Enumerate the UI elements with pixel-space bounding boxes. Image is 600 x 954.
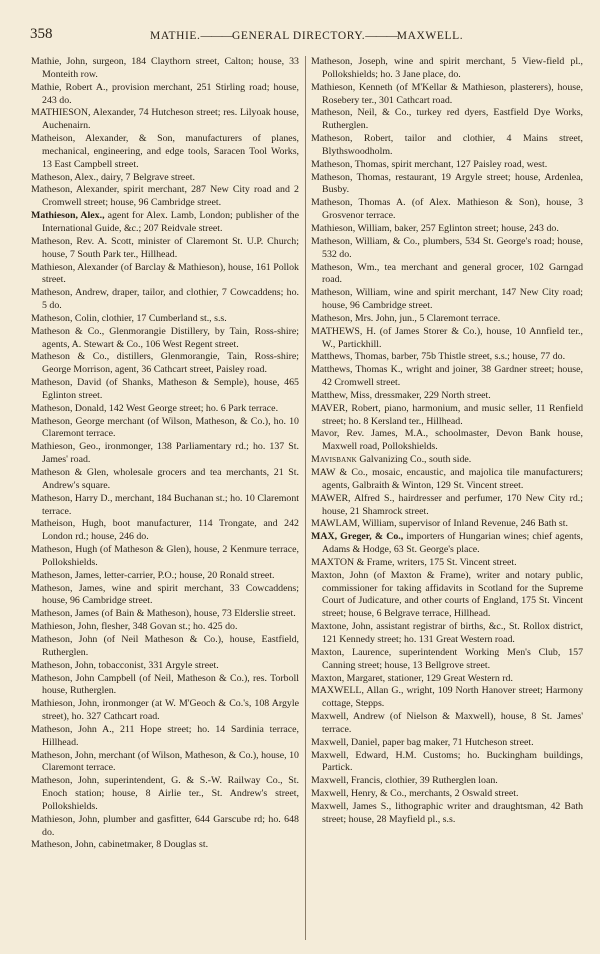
directory-entry <box>311 107 583 133</box>
directory-entry <box>31 172 299 185</box>
entry-details: boot manufacturer, 114 Trongate, and 242 London rd.; house, 246 do. <box>42 518 299 543</box>
page-number: 358 <box>30 26 53 42</box>
entry-name: Matheson, Wm., <box>311 261 380 273</box>
entry-details: surgeon, 184 Claythorn street, Calton; house, 33 Monteith row. <box>42 56 299 80</box>
entry-details: wine and spirit merchant, 147 New City road; house, 96 Cambridge street. <box>322 287 584 312</box>
entry-details: (of Maxton & Frame), writer and notary public, commissioner for taking affidavits in Scotland for the Supreme Court of Judicature, and other courts of England, 175 St. Vincent street; house, 6 Belgrave terrace, Hillhead. <box>322 569 584 620</box>
directory-entry <box>31 814 299 840</box>
entry-name: Mathieson, John, <box>31 698 100 710</box>
directory-entry <box>31 583 299 609</box>
directory-entry <box>31 56 299 82</box>
entry-name: Matheson, John A., <box>31 723 115 735</box>
entry-details: tailor and clothier, 4 Mains street, Blythswoodholm. <box>322 133 584 157</box>
directory-entry <box>31 262 299 288</box>
directory-entry <box>311 223 583 236</box>
entry-details: merchant, 184 Buchanan st.; ho. 10 Claremont terrace. <box>42 492 300 517</box>
running-head-center: GENERAL DIRECTORY. <box>232 30 366 42</box>
page-header <box>0 0 600 56</box>
entry-details: merchants, 2 Oswald street. <box>409 788 519 800</box>
directory-entry <box>31 377 299 403</box>
directory-entry <box>31 441 299 467</box>
entry-details: writers, 175 St. Vincent street. <box>396 556 517 568</box>
entry-name: Matheson, James <box>31 608 100 620</box>
entry-name: Maxwell, Andrew <box>311 711 385 723</box>
entry-name: Matheson, Thomas, <box>311 158 389 170</box>
entry-details: (of Neil Matheson & Co.), house, Eastfield, Rutherglen. <box>42 633 300 658</box>
directory-entry <box>311 570 583 621</box>
directory-entry <box>311 428 583 454</box>
entry-name: Matheson, John <box>31 633 98 645</box>
directory-entry <box>31 775 299 814</box>
entry-details: assistant registrar of births, &c., St. Rollox district, 121 Kennedy street; ho. 131 Great Western road. <box>322 621 583 645</box>
entry-name: Matheson, Neil, & Co., <box>311 107 412 119</box>
entry-name: Matheison, Alexander, & Son, <box>31 133 175 145</box>
directory-entry <box>311 82 583 108</box>
entry-name: Matthews, Thomas K., <box>311 364 403 376</box>
entry-name: Matheson, Rev. A. Scott, <box>31 235 134 247</box>
entry-details: letter-carrier, P.O.; house, 20 Ronald street. <box>103 569 275 581</box>
left-column <box>31 56 299 852</box>
entry-details: manufacturers of planes, mechanical, engineering, and edge tools, Saracen Tool Works, 13 East Campbell street. <box>42 133 300 170</box>
entry-details: importers of Hungarian wines; chief agents, Adams & Hodge, 63 St. George's place. <box>322 531 583 556</box>
directory-entry <box>31 621 299 634</box>
directory-entry <box>311 621 583 647</box>
directory-entry <box>31 608 299 621</box>
column-divider <box>305 56 306 940</box>
entry-name: MAVER, Robert, <box>311 402 381 414</box>
entry-name: Mathieson, Kenneth <box>311 81 393 93</box>
entry-details: restaurant, 19 Argyle street; house, Ardenlea, Busby. <box>322 171 584 196</box>
entry-details: flesher, 348 Govan st.; ho. 425 do. <box>101 621 238 633</box>
directory-entry <box>31 750 299 776</box>
entry-name: Matheson, John, <box>31 749 97 761</box>
entry-details: paper bag maker, 71 Hutcheson street. <box>382 736 534 748</box>
directory-entry <box>311 403 583 429</box>
directory-entry <box>31 210 299 236</box>
directory-entry <box>311 351 583 364</box>
entry-details: (of Nielson & Maxwell), house, 8 St. James' terrace. <box>322 711 584 735</box>
entry-details: Glenmorangie Distillery, by Tain, Ross-shire; agents, A. Stewart & Co., 106 West Regent street. <box>42 325 300 350</box>
entry-details: H.M. Customs; ho. Buckingham buildings, Partick. <box>322 749 583 774</box>
directory-entry <box>31 724 299 750</box>
directory-entry <box>311 531 583 557</box>
directory-entry <box>31 184 299 210</box>
entry-name: Matheson, Thomas A. <box>311 197 406 209</box>
entry-details: (of Bain & Matheson), house, 73 Elderslie street. <box>101 608 296 620</box>
entry-details: minister of Claremont St. U.P. Church; house, 7 South Park ter., Hillhead. <box>42 235 299 260</box>
entry-details: ironmonger, 138 Parliamentary rd.; ho. 137 St. James' road. <box>42 441 299 466</box>
entry-name: Matheson, Colin, <box>31 312 100 324</box>
directory-entry <box>311 801 583 827</box>
entry-details: Galvanizing Co., south side. <box>359 454 472 466</box>
entry-details: mosaic, encaustic, and majolica tile manufacturers; agents, Galbraith & Winton, 129 St. Vincent street. <box>322 467 583 491</box>
right-column <box>311 56 583 827</box>
directory-entry <box>311 775 583 788</box>
directory-entry <box>311 326 583 352</box>
directory-entry <box>31 416 299 442</box>
entry-details: plumber and gasfitter, 644 Garscube rd; ho. 648 do. <box>42 813 299 838</box>
entry-details: merchant (of Wilson, Matheson, & Co.), house, 10 Claremont terrace. <box>42 749 299 774</box>
entry-name: Matheison, Hugh, <box>31 518 107 530</box>
entry-details: (of Shanks, Matheson & Semple), house, 465 Eglinton street. <box>42 377 299 401</box>
entry-details: distillers, Glenmorangie, Tain, Ross-shire; George Morrison, agent, 36 Cathcart street, Paisley road. <box>42 351 300 376</box>
entry-details: wine and spirit merchant, 33 Cowcaddens; house, 96 Cambridge street. <box>42 582 299 607</box>
entry-name: MAWER, Alfred S., <box>311 492 395 504</box>
entry-name: Matheson, Harry D., <box>31 492 113 504</box>
entry-details: plumbers, 534 St. George's road; house, 532 do. <box>322 235 583 260</box>
entry-name: MATHIESON, Alexander, <box>31 107 136 119</box>
entry-name: Matheson & Co., <box>31 325 105 337</box>
entry-name: Matheson, Alexander, <box>31 184 120 196</box>
entry-name: Matheson, Joseph, <box>311 56 388 67</box>
directory-entry <box>31 326 299 352</box>
entry-details: dressmaker, 229 North street. <box>374 389 491 401</box>
directory-entry <box>311 56 583 82</box>
entry-details: (of Barclay & Mathieson), house, 161 Pollok street. <box>42 261 299 286</box>
entry-name: Mathieson, William, <box>311 222 392 234</box>
directory-entry <box>31 544 299 570</box>
directory-entry <box>31 570 299 583</box>
entry-name: MAXTON & Frame, <box>311 556 395 568</box>
directory-entry <box>311 159 583 172</box>
directory-entry <box>31 673 299 699</box>
entry-name: Mathieson, John, <box>31 813 100 825</box>
directory-entry <box>311 750 583 776</box>
entry-name: Matthews, Thomas, <box>311 351 389 363</box>
directory-entry <box>311 390 583 403</box>
directory-entry <box>31 698 299 724</box>
directory-entry <box>31 518 299 544</box>
directory-entry <box>31 313 299 326</box>
entry-name: Matheson, John, <box>31 659 97 671</box>
entry-name: Mathieson, Alex., <box>31 210 105 222</box>
entry-details: draper, tailor, and clothier, 7 Cowcaddens; ho. 5 do. <box>42 287 299 312</box>
directory-entry <box>311 647 583 673</box>
directory-entry <box>311 737 583 750</box>
directory-entry <box>311 133 583 159</box>
entry-name: MATHEWS, H. <box>311 325 376 337</box>
entry-name: Maxwell, Henry, & Co., <box>311 788 407 800</box>
entry-name: Matheson, William, & Co., <box>311 235 420 247</box>
directory-entry <box>311 172 583 198</box>
directory-columns <box>31 56 583 946</box>
entry-name: MAX, Greger, & Co., <box>311 531 404 543</box>
entry-details: wright, 109 North Hanover street; Harmony cottage, Stepps. <box>322 685 584 710</box>
directory-entry <box>311 197 583 223</box>
entry-details: spirit merchant, 287 New City road and 2 Cromwell street; house, 96 Cambridge street. <box>42 184 299 209</box>
entry-name: Maxwell, Daniel, <box>311 736 380 748</box>
entry-details: (of Neil, Matheson & Co.), res. Torboll house, Rutherglen. <box>42 672 300 697</box>
entry-details: dairy, 7 Belgrave street. <box>100 171 195 183</box>
directory-entry <box>311 236 583 262</box>
entry-name: MAXWELL, Allan G., <box>311 685 404 697</box>
entry-details: tea merchant and general grocer, 102 Garngad road. <box>322 261 584 286</box>
entry-details: hairdresser and perfumer, 170 New City rd.; house, 21 Shamrock street. <box>322 492 584 517</box>
entry-details: (of Alex. Mathieson & Son), house, 3 Grosvenor terrace. <box>322 197 584 222</box>
directory-entry <box>31 839 299 852</box>
directory-entry <box>31 467 299 493</box>
running-head: MATHIE.———GENERAL DIRECTORY.———MAXWELL. <box>150 30 464 42</box>
entry-name: Matheson & Glen, <box>31 467 109 478</box>
entry-name: Maxtone, John, <box>311 621 373 633</box>
directory-entry <box>31 287 299 313</box>
entry-details: 142 West George street; ho. 6 Park terrace. <box>108 402 279 414</box>
entry-details: superintendent Working Men's Club, 157 Canning street; house, 13 Bellgrove street. <box>322 646 584 671</box>
entry-details: (of James Storer & Co.), house, 10 Annfield ter., W., Partickhill. <box>322 325 583 350</box>
entry-name: Matheson, Alex., <box>31 171 99 183</box>
entry-name: Maxwell, James S., <box>311 800 392 812</box>
entry-name: Maxton, John <box>311 569 369 581</box>
entry-name: MAW & Co., <box>311 467 368 478</box>
directory-entry <box>31 403 299 416</box>
running-head-right: MAXWELL. <box>396 30 464 42</box>
directory-entry <box>31 660 299 673</box>
directory-entry <box>311 364 583 390</box>
directory-entry <box>311 673 583 686</box>
directory-entry <box>31 493 299 519</box>
entry-name: Matheson, Hugh <box>31 544 98 556</box>
directory-entry <box>31 236 299 262</box>
entry-name: Mathieson, John, <box>31 621 99 633</box>
directory-entry <box>311 685 583 711</box>
directory-entry <box>31 82 299 108</box>
entry-details: stationer, 129 Great Western rd. <box>387 672 513 684</box>
entry-name: Matheson, John Campbell <box>31 672 137 684</box>
entry-details: barber, 75b Thistle street, s.s.; house, 77 do. <box>391 351 566 363</box>
entry-name: Matheson, James, <box>31 582 106 594</box>
entry-details: ironmonger (at W. M'Geoch & Co.'s, 108 Argyle street), ho. 327 Cathcart road. <box>42 698 300 723</box>
entry-name: Matheson, John, <box>31 775 100 787</box>
directory-entry <box>311 711 583 737</box>
entry-details: wright and joiner, 38 Gardner street; house, 42 Cromwell street. <box>322 364 584 389</box>
directory-entry <box>31 107 299 133</box>
directory-entry <box>311 788 583 801</box>
entry-details: turkey red dyers, Eastfield Dye Works, Rutherglen. <box>322 107 584 132</box>
directory-entry <box>31 133 299 172</box>
entry-name: Matthew, Miss, <box>311 389 373 401</box>
entry-details: superintendent, G. & S.-W. Railway Co., St. Enoch station; house, 8 Airlie ter., St. Andrew's street, Pollokshields. <box>42 775 300 812</box>
entry-name: Maxton, Margaret, <box>311 672 386 684</box>
entry-name: MAWLAM, William, <box>311 518 397 530</box>
directory-entry <box>311 313 583 326</box>
entry-details: spirit merchant, 127 Paisley road, west. <box>391 158 548 170</box>
entry-name: Maxton, Laurence, <box>311 646 392 658</box>
entry-name: Mavisbank <box>311 454 357 466</box>
entry-name: Matheson, Robert, <box>311 133 394 145</box>
entry-details: (of M'Kellar & Mathieson, plasterers), house, Rosebery ter., 301 Cathcart road. <box>322 81 583 106</box>
entry-name: Mathieson, Geo., <box>31 441 101 453</box>
entry-details: (of Matheson & Glen), house, 2 Kenmure terrace, Pollokshields. <box>42 544 299 568</box>
directory-entry <box>311 493 583 519</box>
entry-name: Matheson, Thomas, <box>311 171 391 183</box>
entry-details: wine and spirit merchant, 5 View-field pl., Pollokshields; ho. 3 Jane place, do. <box>322 56 583 80</box>
entry-name: Matheson, Mrs. John, <box>311 312 397 324</box>
entry-details: clothier, 17 Cumberland st., s.s. <box>101 312 227 324</box>
entry-details: 211 Hope street; ho. 14 Sardinia terrace, Hillhead. <box>42 723 300 748</box>
entry-name: Mavor, Rev. James, M.A., <box>311 428 429 440</box>
entry-name: Matheson, John, <box>31 839 97 851</box>
directory-entry <box>311 287 583 313</box>
entry-name: Matheson, James, <box>31 569 102 581</box>
directory-entry <box>311 557 583 570</box>
entry-details: baker, 257 Eglinton street; house, 243 do. <box>394 222 559 234</box>
entry-details: agent for Alex. Lamb, London; publisher of the International Guide, &c.; 207 Reidvale street. <box>42 210 299 234</box>
entry-details: schoolmaster, Devon Bank house, Maxwell road, Pollokshields. <box>322 428 583 453</box>
entry-name: Matheson, George <box>31 415 105 427</box>
entry-details: jun., 5 Claremont terrace. <box>399 312 501 324</box>
entry-name: Maxwell, Francis, <box>311 775 383 787</box>
running-head-left: MATHIE. <box>150 30 201 42</box>
entry-details: supervisor of Inland Revenue, 246 Bath st. <box>399 518 568 530</box>
entry-name: Matheson, Donald, <box>31 402 107 414</box>
entry-name: Matheson, Andrew, <box>31 287 109 299</box>
entry-details: wholesale grocers and tea merchants, 21 St. Andrew's square. <box>42 467 299 491</box>
directory-entry <box>311 467 583 493</box>
entry-name: Maxwell, Edward, <box>311 749 389 761</box>
entry-name: Matheson, David <box>31 377 102 389</box>
entry-details: 74 Hutcheson street; res. Lilyoak house, Auchenairn. <box>42 107 299 132</box>
directory-entry <box>311 262 583 288</box>
entry-name: Mathie, Robert A., <box>31 81 108 93</box>
entry-name: Matheson, William, <box>311 287 391 299</box>
entry-details: provision merchant, 251 Stirling road; house, 243 do. <box>42 81 299 106</box>
entry-details: merchant (of Wilson, Matheson, & Co.), ho. 10 Claremont terrace. <box>42 415 299 440</box>
entry-details: lithographic writer and draughtsman, 42 Bath street; house, 28 Mayfield pl., s.s. <box>322 800 584 825</box>
directory-entry <box>311 518 583 531</box>
entry-name: Matheson & Co., <box>31 351 110 363</box>
directory-entry <box>311 454 583 467</box>
entry-details: clothier, 39 Rutherglen loan. <box>385 775 498 787</box>
entry-name: Mathieson, Alexander <box>31 261 119 273</box>
entry-name: Mathie, John, <box>31 56 88 67</box>
directory-entry <box>31 351 299 377</box>
entry-details: cabinetmaker, 8 Douglas st. <box>98 839 209 851</box>
entry-details: piano, harmonium, and music seller, 11 Renfield street; ho. 8 Kersland ter., Hillhead. <box>322 402 584 427</box>
entry-details: tobacconist, 331 Argyle street. <box>98 659 219 671</box>
directory-entry <box>31 634 299 660</box>
